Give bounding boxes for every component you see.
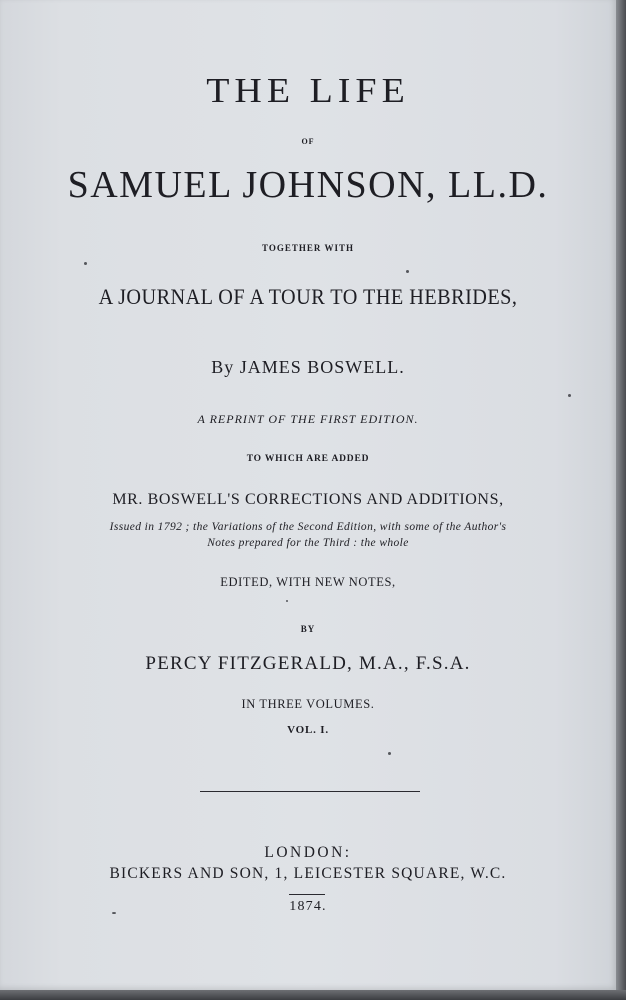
paper-speck	[112, 912, 116, 914]
by-prefix: By	[211, 357, 235, 377]
author-line	[0, 358, 616, 376]
volumes-count: IN THREE VOLUMES.	[241, 697, 375, 711]
title-of-word: OF	[301, 137, 315, 146]
by-label: BY	[300, 624, 316, 634]
added-note: TO WHICH ARE ADDED	[246, 454, 370, 464]
paper-speck	[286, 600, 288, 602]
edited-line: EDITED, WITH NEW NOTES,	[220, 575, 396, 589]
subject-name: SAMUEL JOHNSON, LL.D.	[67, 164, 549, 206]
imprint-publisher: BICKERS AND SON, 1, LEICESTER SQUARE, W.C.	[109, 865, 507, 882]
imprint-year: 1874.	[289, 899, 327, 914]
issued-line-1: Issued in 1792 ; the Variations of the Second Edition, with some of the Author's	[109, 521, 507, 533]
divider-rule	[200, 791, 420, 792]
imprint-city: LONDON:	[264, 844, 352, 861]
year-rule	[289, 894, 325, 895]
corrections-line: MR. BOSWELL'S CORRECTIONS AND ADDITIONS,	[112, 491, 504, 508]
paper-speck	[388, 752, 391, 755]
paper-speck	[84, 262, 87, 265]
reprint-note: A REPRINT OF THE FIRST EDITION.	[197, 412, 419, 426]
book-title: THE LIFE	[206, 71, 410, 111]
issued-line-2: Notes prepared for the Third : the whole	[207, 537, 409, 549]
volume-number: VOL. I.	[287, 724, 329, 736]
paper-speck	[568, 394, 571, 397]
together-with-label: TOGETHER WITH	[262, 243, 354, 253]
paper-speck	[406, 270, 409, 273]
author-name: JAMES BOSWELL.	[239, 357, 405, 377]
page-edge-bottom	[0, 990, 626, 1000]
editor-name: PERCY FITZGERALD, M.A., F.S.A.	[145, 653, 471, 674]
page-edge-right	[616, 0, 626, 1000]
second-work-title: A JOURNAL OF A TOUR TO THE HEBRIDES,	[98, 284, 518, 309]
